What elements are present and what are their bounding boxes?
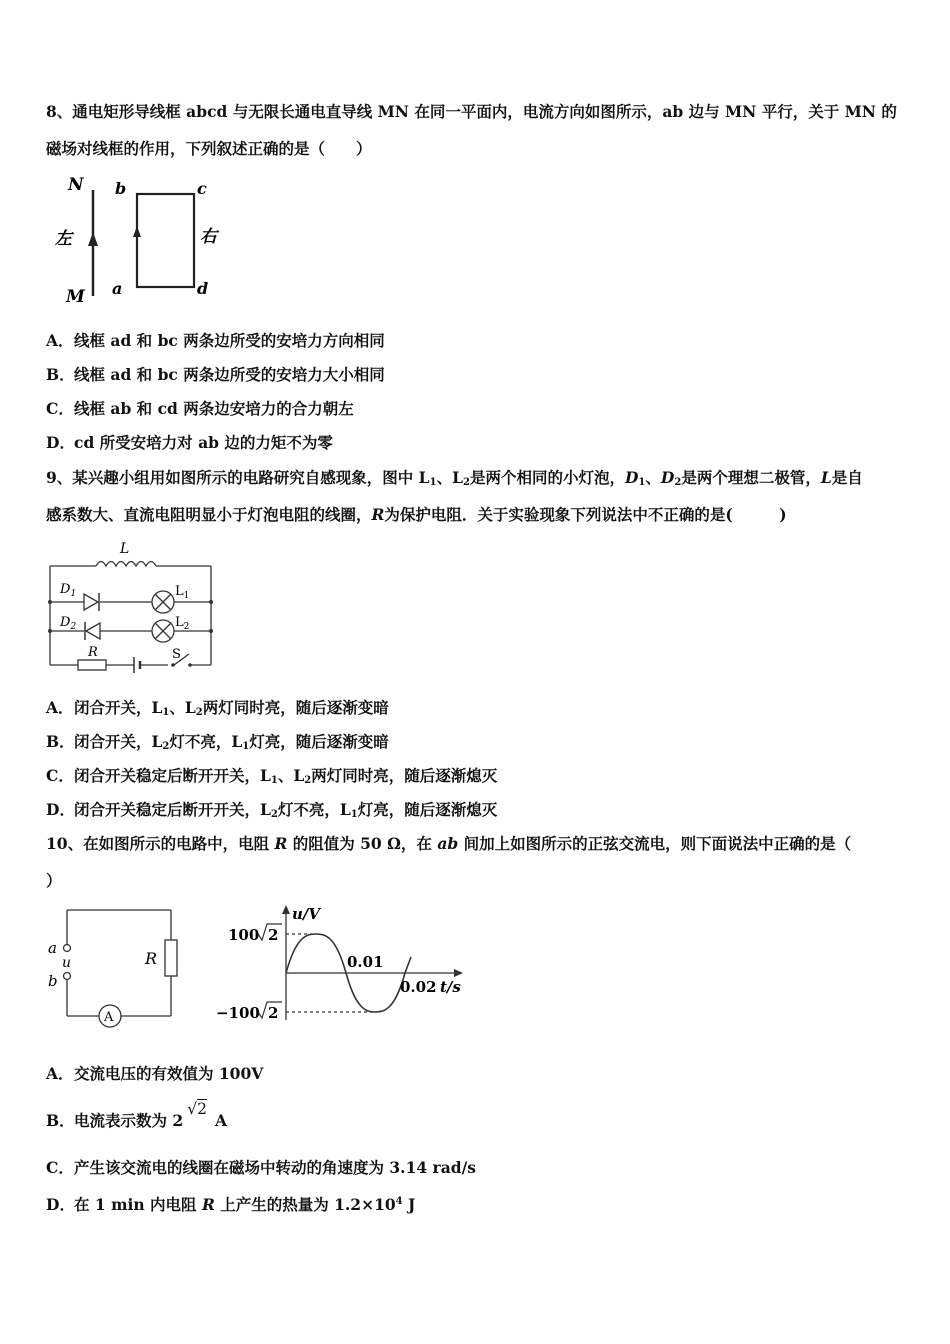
option-text: 线框 ad 和 bc 两条边所受的安培力大小相同 (74, 365, 385, 384)
q10-voltage-graph (210, 900, 475, 1025)
option-key: C． (46, 1158, 74, 1177)
x-label: t/s (440, 978, 461, 996)
option-text: 线框 ab 和 cd 两条边安培力的合力朝左 (74, 399, 354, 418)
y-min-label (216, 1002, 282, 1022)
label-m: M (66, 287, 85, 307)
option-text: 在 1 min 内电阻 R 上产生的热量为 $1.2\times 10^4$ J (74, 1195, 416, 1214)
label-u: u (62, 955, 72, 971)
label-b: b (48, 972, 58, 990)
option-key: B． (46, 732, 75, 751)
q9-option-c[interactable] (46, 766, 497, 791)
label-n: N (68, 175, 84, 195)
option-key: A． (46, 1064, 74, 1083)
resistor-r (78, 660, 106, 670)
option-text: 线框 ad 和 bc 两条边所受的安培力方向相同 (74, 331, 385, 350)
svg-text:100: 100 (228, 926, 260, 944)
y-arrow-icon (282, 905, 290, 914)
q10-option-b[interactable] (46, 1100, 227, 1131)
q10-option-a[interactable] (46, 1064, 263, 1084)
arrow-up-icon (133, 226, 141, 237)
label-d1: $D_1$ (60, 582, 77, 599)
y-max-label (228, 924, 282, 944)
inductor-coil (96, 562, 156, 567)
q8-option-c[interactable] (46, 399, 354, 419)
ammeter-label: A (104, 1010, 114, 1025)
terminal-a (64, 945, 71, 952)
option-key: D． (46, 433, 75, 452)
label-d2: $D_2$ (60, 615, 77, 632)
label-left: 左 (55, 229, 72, 249)
label-inductor: L (120, 541, 130, 557)
q10-stem-line1: 10、在如图所示的电路中，电阻 R 的阻值为 50 Ω，在 ab 间加上如图所示的正弦交流电，则下面说法中正确的是（ (46, 834, 852, 853)
tick-label-002: 0.02 (400, 978, 437, 996)
option-text: 闭合开关，$L_1$、$L_2$两灯同时亮，随后逐渐变暗 (74, 698, 389, 718)
label-l2: $L_2$ (175, 615, 190, 632)
y-label: u/V (292, 905, 321, 923)
label-a: a (112, 279, 123, 298)
option-text: 交流电压的有效值为 100V (74, 1064, 264, 1083)
label-c: c (197, 179, 207, 198)
q10-stem-line2: ） (46, 871, 62, 890)
terminal-b (64, 973, 71, 980)
q9-stem-line2: 感系数大、直流电阻明显小于灯泡电阻的线圈，R为保护电阻．关于实验现象下列说法中不正确的是( ) (46, 505, 787, 524)
q10-option-c[interactable] (46, 1158, 476, 1178)
q8-option-a[interactable] (46, 331, 385, 351)
label-d: d (197, 279, 209, 298)
option-key: D． (46, 1195, 75, 1214)
label-r: R (145, 949, 158, 968)
label-l1: $L_1$ (175, 584, 190, 601)
q8-stem-line1: 8、通电矩形导线框 abcd 与无限长通电直导线 MN 在同一平面内，电流方向如图所示，ab 边与 MN 平行，关于 MN 的 (46, 102, 897, 121)
svg-text:−100: −100 (216, 1004, 260, 1022)
sqrt-icon: √2 (187, 1100, 207, 1118)
option-text: 产生该交流电的线圈在磁场中转动的角速度为 3.14 rad/s (74, 1158, 476, 1177)
option-key: A． (46, 698, 74, 717)
tick-label-001: 0.01 (347, 953, 384, 971)
option-text: 闭合开关稳定后断开开关，$L_2$灯不亮，$L_1$灯亮，随后逐渐熄灭 (74, 800, 498, 820)
option-text: 闭合开关稳定后断开开关，$L_1$、$L_2$两灯同时亮，随后逐渐熄灭 (74, 766, 498, 786)
option-text: 闭合开关，$L_2$灯不亮，$L_1$灯亮，随后逐渐变暗 (74, 732, 389, 752)
q10-circuit-figure (40, 898, 190, 1033)
option-text: 电流表示数为 2√2A (74, 1100, 227, 1130)
arrow-up-icon (88, 232, 98, 246)
q8-figure (50, 172, 230, 307)
label-r: R (88, 645, 98, 660)
label-s: S (172, 647, 181, 662)
q9-option-a[interactable] (46, 698, 389, 723)
option-key: A． (46, 331, 74, 350)
q8-option-d[interactable] (46, 433, 333, 453)
label-b: b (115, 179, 127, 198)
option-key: C． (46, 399, 74, 418)
label-right: 右 (200, 227, 217, 247)
q9-circuit-figure (44, 538, 219, 673)
x-arrow-icon (454, 969, 463, 977)
q9-option-d[interactable] (46, 800, 497, 825)
q8-stem-line2: 磁场对线框的作用，下列叙述正确的是（ ） (46, 139, 372, 158)
loop-abcd (137, 194, 194, 287)
option-key: D． (46, 800, 75, 819)
svg-text:2: 2 (268, 926, 279, 944)
resistor-r (165, 940, 177, 976)
q9-stem-line1: 9、某兴趣小组用如图所示的电路研究自感现象，图中 $L_1$、$L_2$是两个相同的小灯泡，$D_1$、$D_2$是两个理想二极管，L是自 (46, 468, 863, 488)
diode-d1 (84, 594, 98, 610)
option-key: B． (46, 365, 75, 384)
option-key: C． (46, 766, 74, 785)
q8-option-b[interactable] (46, 365, 385, 385)
q10-option-d[interactable] (46, 1192, 415, 1215)
label-a: a (48, 939, 57, 957)
q9-option-b[interactable] (46, 732, 389, 757)
svg-text:2: 2 (268, 1004, 279, 1022)
option-key: B． (46, 1111, 75, 1130)
option-text: cd 所受安培力对 ab 边的力矩不为零 (74, 433, 333, 452)
diode-d2 (86, 623, 100, 639)
